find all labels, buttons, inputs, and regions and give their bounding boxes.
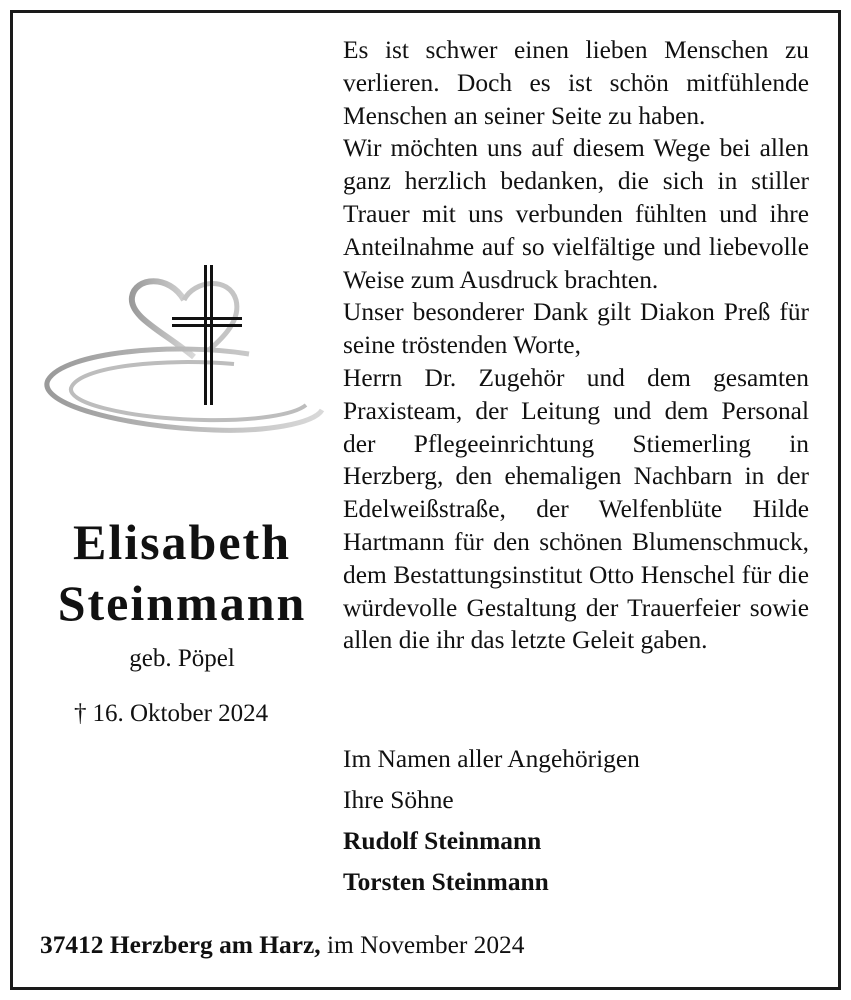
signature-son-2: Torsten Steinmann — [343, 868, 549, 896]
message-paragraph: Es ist schwer einen lieben Menschen zu verlieren. Doch es ist schön mitfühlende Menschen an seiner Seite zu haben. — [343, 36, 809, 130]
signature-son-1: Rudolf Steinmann — [343, 827, 542, 855]
deceased-last-name: Steinmann — [57, 575, 307, 631]
death-line — [74, 700, 268, 728]
heart-cross-icon — [44, 262, 334, 442]
death-date: 16. Oktober 2024 — [92, 700, 269, 727]
footer-date: im November 2024 — [326, 931, 525, 959]
message-paragraph: Wir möchten uns auf diesem Wege bei allen ganz herzlich bedanken, die sich in stiller Trauer mit uns verbunden fühlten und ihre Anteilnahme auf so vielfältige und liebevolle Weise zum Ausdruck brachten. — [343, 134, 809, 294]
death-cross-icon: † — [74, 700, 87, 727]
message-paragraph: Unser besonderer Dank gilt Diakon Preß für seine tröstenden Worte, — [343, 298, 809, 360]
maiden-name: geb. Pöpel — [129, 645, 235, 672]
deceased-first-name: Elisabeth — [72, 514, 292, 570]
message-paragraph: Herrn Dr. Zugehör und dem gesamten Praxisteam, der Leitung und dem Personal der Pflegeeinrichtung Stiemerling in Herzberg, den ehemaligen Nachbarn in der Edelweißstraße, der Welfenblüte Hilde Hartmann für den schönen Blumenschmuck, dem Bestattungsinstitut Otto Henschel für die würdevolle Gestaltung der Trauerfeier sowie allen die ihr das letzte Geleit gaben. — [343, 363, 809, 655]
signature-relation: Ihre Söhne — [343, 786, 454, 814]
thanks-message — [343, 34, 809, 657]
signature-intro: Im Namen aller Angehörigen — [343, 745, 640, 773]
footer-place-date — [40, 931, 524, 960]
footer-place: 37412 Herzberg am Harz, — [40, 931, 321, 959]
